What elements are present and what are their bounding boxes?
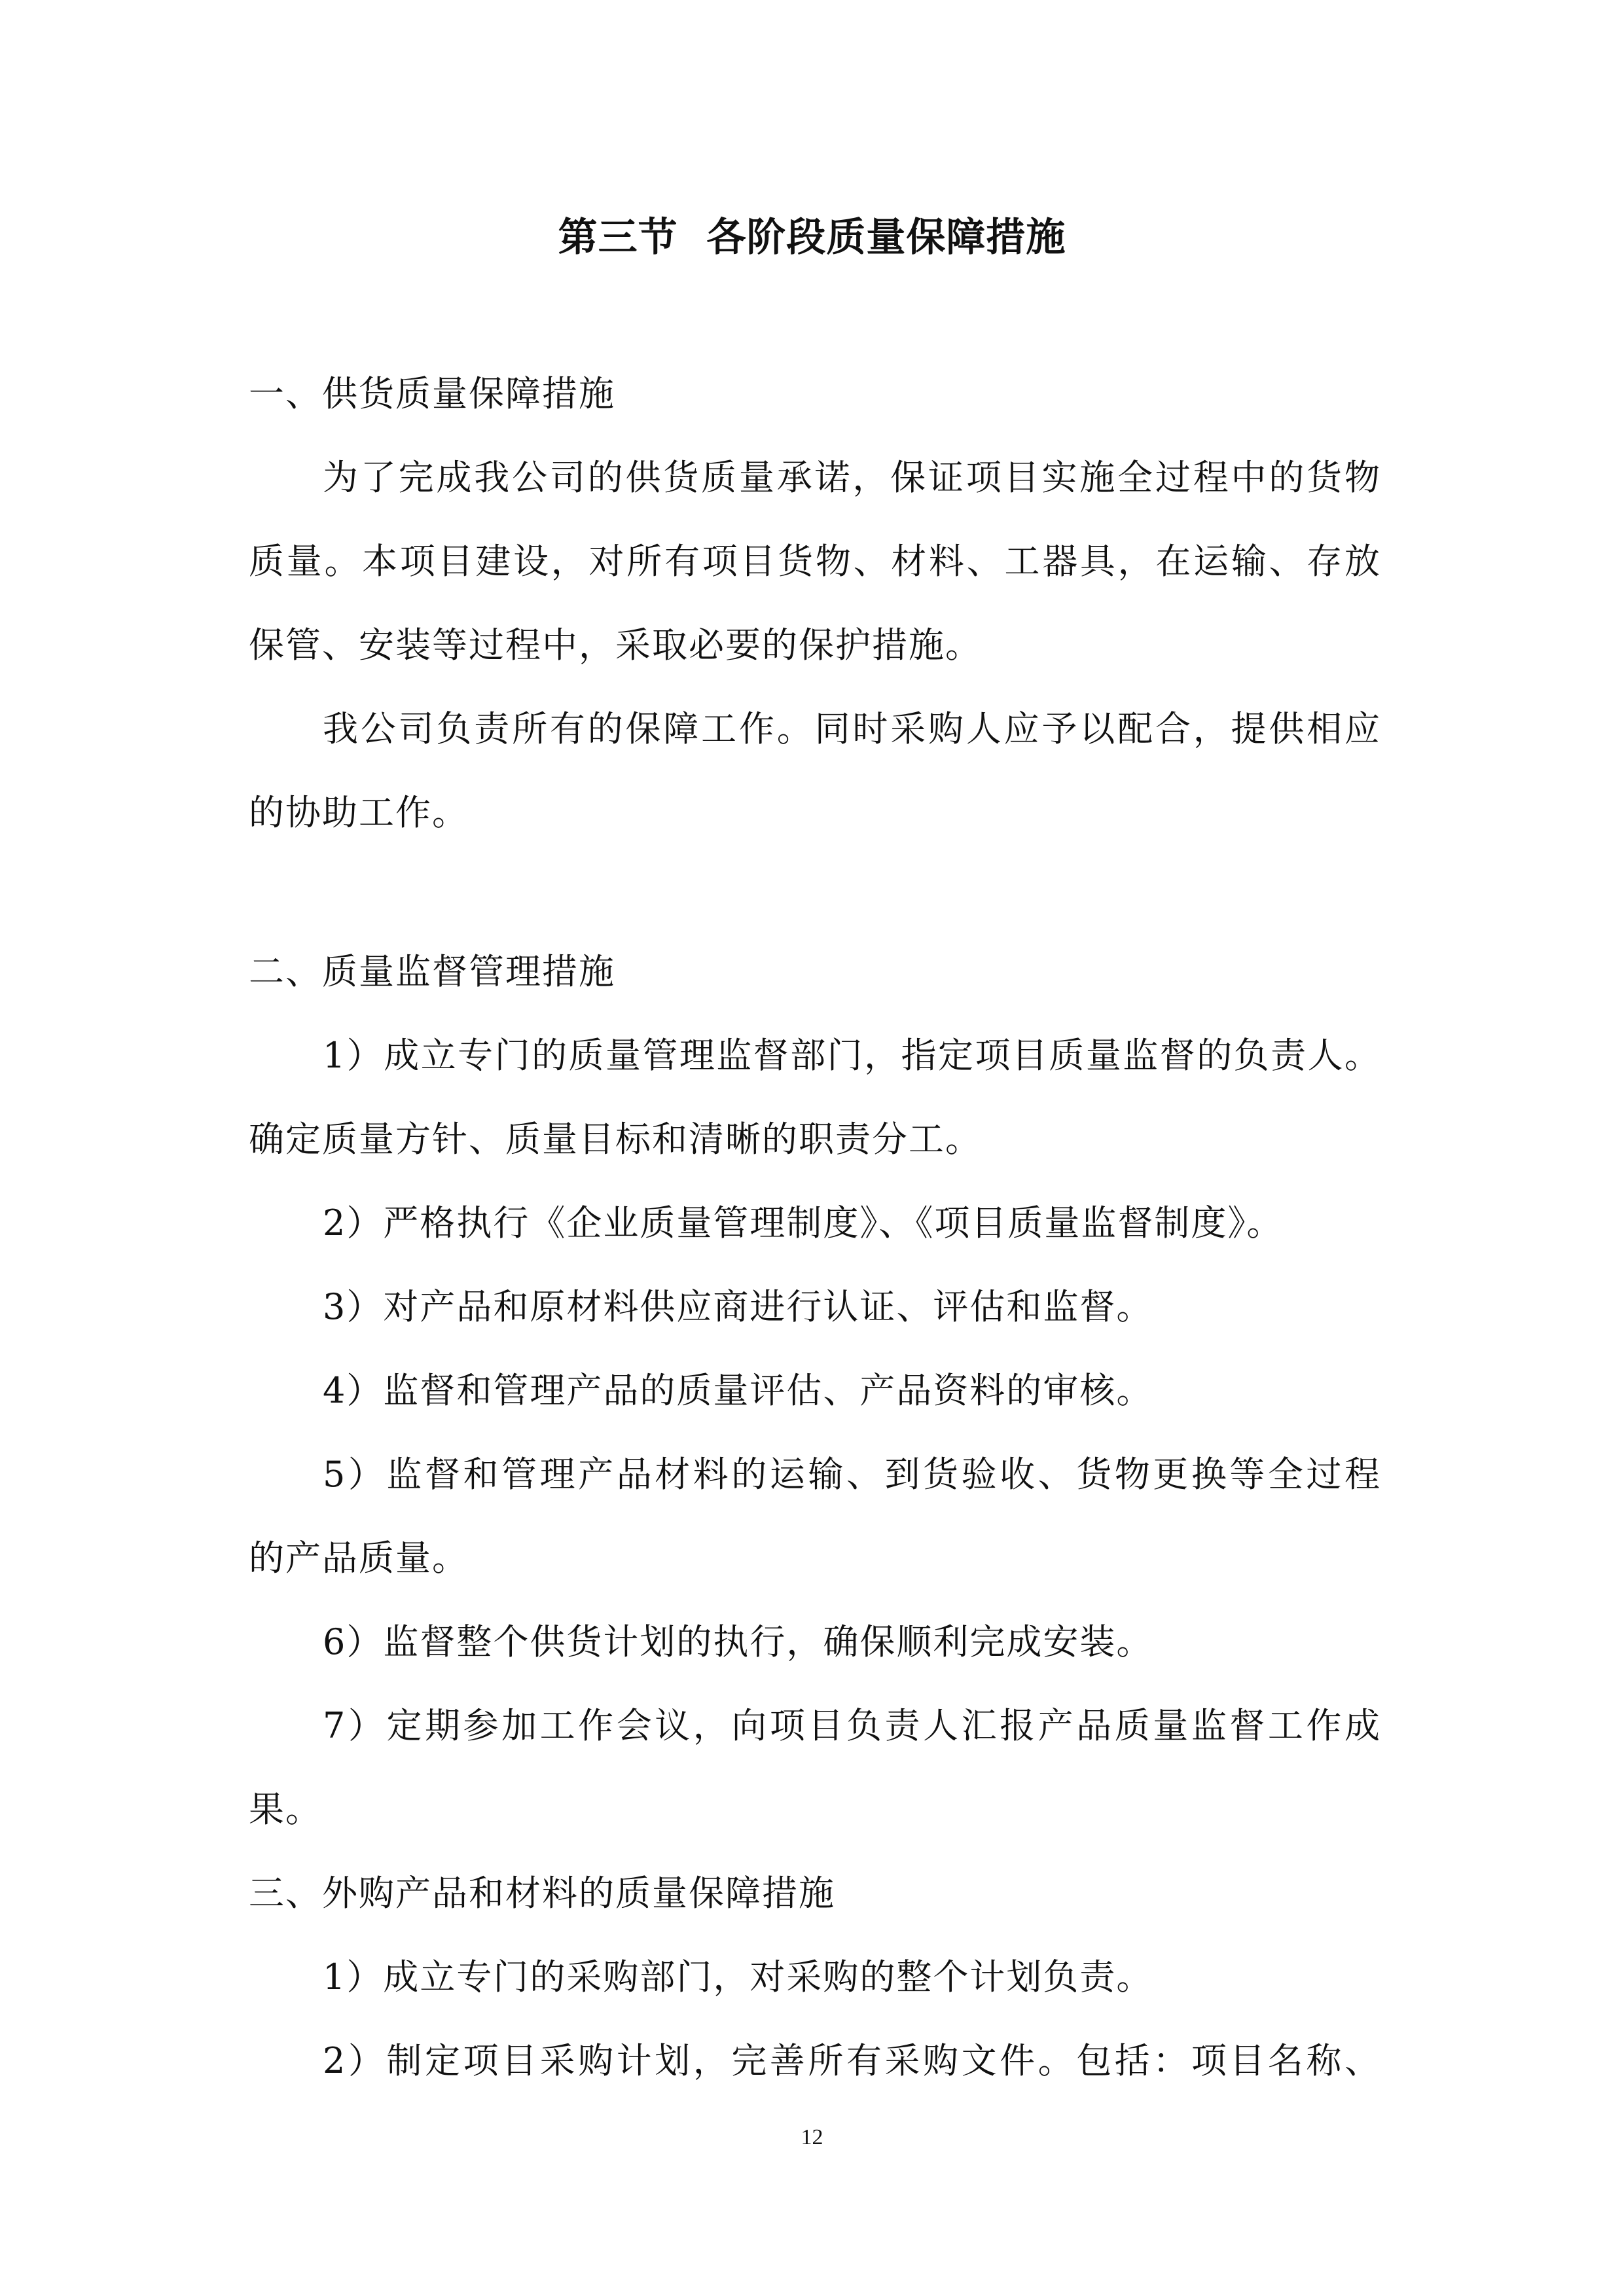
paragraph-line: 质量。本项目建设，对所有项目货物、材料、工器具，在运输、存放 bbox=[249, 541, 1381, 582]
list-item: 7）定期参加工作会议，向项目负责人汇报产品质量监督工作成 bbox=[323, 1705, 1381, 1746]
section-heading-2: 二、质量监督管理措施 bbox=[249, 951, 615, 992]
page-number: 12 bbox=[801, 2125, 823, 2149]
section-heading-1: 一、供货质量保障措施 bbox=[249, 373, 615, 414]
list-item-continuation: 的产品质量。 bbox=[249, 1537, 469, 1579]
list-item: 2）严格执行《企业质量管理制度》、《项目质量监督制度》。 bbox=[323, 1202, 1284, 1244]
list-item: 1）成立专门的质量管理监督部门，指定项目质量监督的负责人。 bbox=[323, 1035, 1381, 1076]
paragraph-line: 保管、安装等过程中，采取必要的保护措施。 bbox=[249, 624, 982, 666]
list-item-continuation: 确定质量方针、质量目标和清晰的职责分工。 bbox=[249, 1119, 982, 1160]
section-title: 第三节 各阶段质量保障措施 bbox=[558, 215, 1066, 260]
list-item: 2）制定项目采购计划，完善所有采购文件。包括：项目名称、 bbox=[323, 2040, 1381, 2081]
paragraph-line: 的协助工作。 bbox=[249, 792, 469, 833]
list-item: 1）成立专门的采购部门，对采购的整个计划负责。 bbox=[323, 1956, 1153, 1998]
paragraph-line: 我公司负责所有的保障工作。同时采购人应予以配合，提供相应 bbox=[323, 708, 1381, 749]
section-heading-3: 三、外购产品和材料的质量保障措施 bbox=[249, 1873, 835, 1914]
list-item: 3）对产品和原材料供应商进行认证、评估和监督。 bbox=[323, 1286, 1153, 1327]
list-item: 6）监督整个供货计划的执行，确保顺利完成安装。 bbox=[323, 1621, 1153, 1662]
paragraph-line: 为了完成我公司的供货质量承诺，保证项目实施全过程中的货物 bbox=[323, 457, 1381, 498]
list-item: 4）监督和管理产品的质量评估、产品资料的审核。 bbox=[323, 1370, 1153, 1411]
list-item-continuation: 果。 bbox=[249, 1789, 322, 1830]
list-item: 5）监督和管理产品材料的运输、到货验收、货物更换等全过程 bbox=[323, 1454, 1381, 1495]
